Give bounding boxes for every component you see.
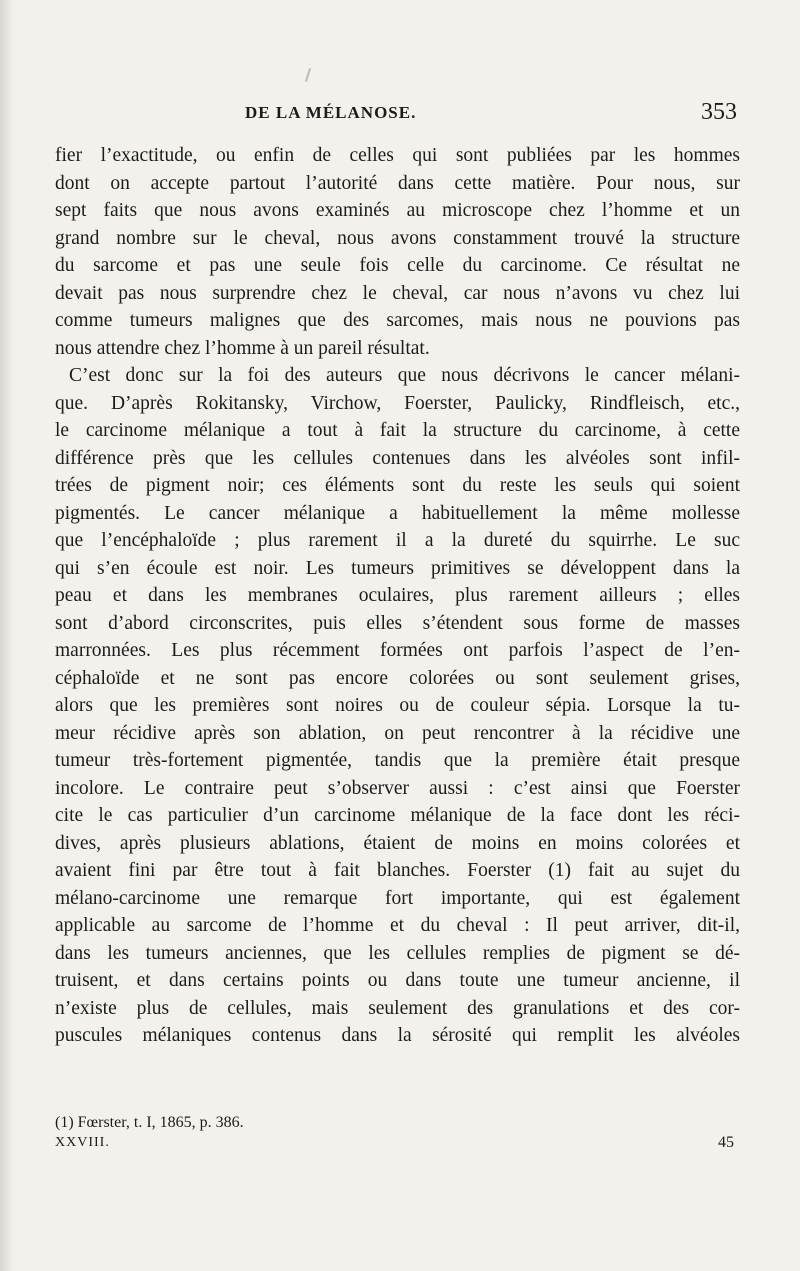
body-text: [55, 142, 740, 1050]
text-line: sept faits que nous avons examinés au microscope chez l’homme et un: [55, 200, 740, 221]
text-line: n’existe plus de cellules, mais seulement des granulations et des cor-: [55, 997, 740, 1019]
text-line: pigmentés. Le cancer mélanique a habituellement la même mollesse: [55, 502, 740, 524]
text-line: dives, après plusieurs ablations, étaient de moins en moins colorées et: [55, 832, 740, 854]
scan-mark: [305, 68, 311, 82]
text-line: que l’encéphaloïde ; plus rarement il a la dureté du squirrhe. Le suc: [55, 530, 740, 551]
text-line: dans les tumeurs anciennes, que les cellules remplies de pigment se dé-: [55, 942, 740, 964]
running-title: DE LA MÉLANOSE.: [245, 103, 417, 122]
text-line: tumeur très-fortement pigmentée, tandis que la première était presque: [55, 750, 740, 771]
text-line: cite le cas particulier d’un carcinome mélanique de la face dont les réci-: [55, 805, 740, 826]
running-head: [245, 99, 737, 133]
sheet-number: 45: [718, 1134, 734, 1151]
text-line: nous attendre chez l’homme à un pareil résultat.: [55, 337, 430, 359]
text-line: peau et dans les membranes oculaires, plus rarement ailleurs ; elles: [55, 585, 740, 606]
text-line: mélano-carcinome une remarque fort importante, qui est également: [55, 887, 740, 909]
text-line: truisent, et dans certains points ou dans toute une tumeur ancienne, il: [55, 970, 740, 991]
text-line: C’est donc sur la foi des auteurs que nous décrivons le cancer mélani-: [69, 365, 740, 386]
text-line: incolore. Le contraire peut s’observer aussi : c’est ainsi que Foerster: [55, 777, 740, 799]
page-number: 353: [701, 99, 737, 125]
footnote: (1) Fœrster, t. I, 1865, p. 386.: [55, 1114, 244, 1131]
signature-mark: XXVIII.: [55, 1135, 110, 1150]
text-line: fier l’exactitude, ou enfin de celles qui sont publiées par les hommes: [55, 145, 740, 166]
text-line: applicable au sarcome de l’homme et du cheval : Il peut arriver, dit-il,: [55, 915, 740, 936]
text-line: différence près que les cellules contenues dans les alvéoles sont infil-: [55, 447, 740, 469]
text-line: devait pas nous surprendre chez le cheval, car nous n’avons vu chez lui: [55, 282, 740, 304]
text-line: alors que les premières sont noires ou de couleur sépia. Lorsque la tu-: [55, 695, 740, 716]
text-line: dont on accepte partout l’autorité dans cette matière. Pour nous, sur: [55, 172, 740, 194]
page-gutter-shadow: [0, 0, 14, 1271]
text-line: avaient fini par être tout à fait blanches. Foerster (1) fait au sujet du: [55, 860, 740, 881]
text-line: que. D’après Rokitansky, Virchow, Foerster, Paulicky, Rindfleisch, etc.,: [55, 392, 740, 414]
text-line: puscules mélaniques contenus dans la sérosité qui remplit les alvéoles: [55, 1025, 740, 1046]
text-line: trées de pigment noir; ces éléments sont du reste les seuls qui soient: [55, 475, 740, 496]
text-line: grand nombre sur le cheval, nous avons constamment trouvé la structure: [55, 227, 740, 249]
text-line: sont d’abord circonscrites, puis elles s’étendent sous forme de masses: [55, 612, 740, 634]
text-line: le carcinome mélanique a tout à fait la structure du carcinome, à cette: [55, 420, 740, 441]
text-line: qui s’en écoule est noir. Les tumeurs primitives se développent dans la: [55, 557, 740, 579]
text-line: marronnées. Les plus récemment formées ont parfois l’aspect de l’en-: [55, 640, 740, 661]
text-line: comme tumeurs malignes que des sarcomes, mais nous ne pouvions pas: [55, 310, 740, 331]
text-line: du sarcome et pas une seule fois celle du carcinome. Ce résultat ne: [55, 255, 740, 276]
text-line: céphaloïde et ne sont pas encore colorées ou sont seulement grises,: [55, 667, 740, 689]
text-line: meur récidive après son ablation, on peut rencontrer à la récidive une: [55, 722, 740, 744]
